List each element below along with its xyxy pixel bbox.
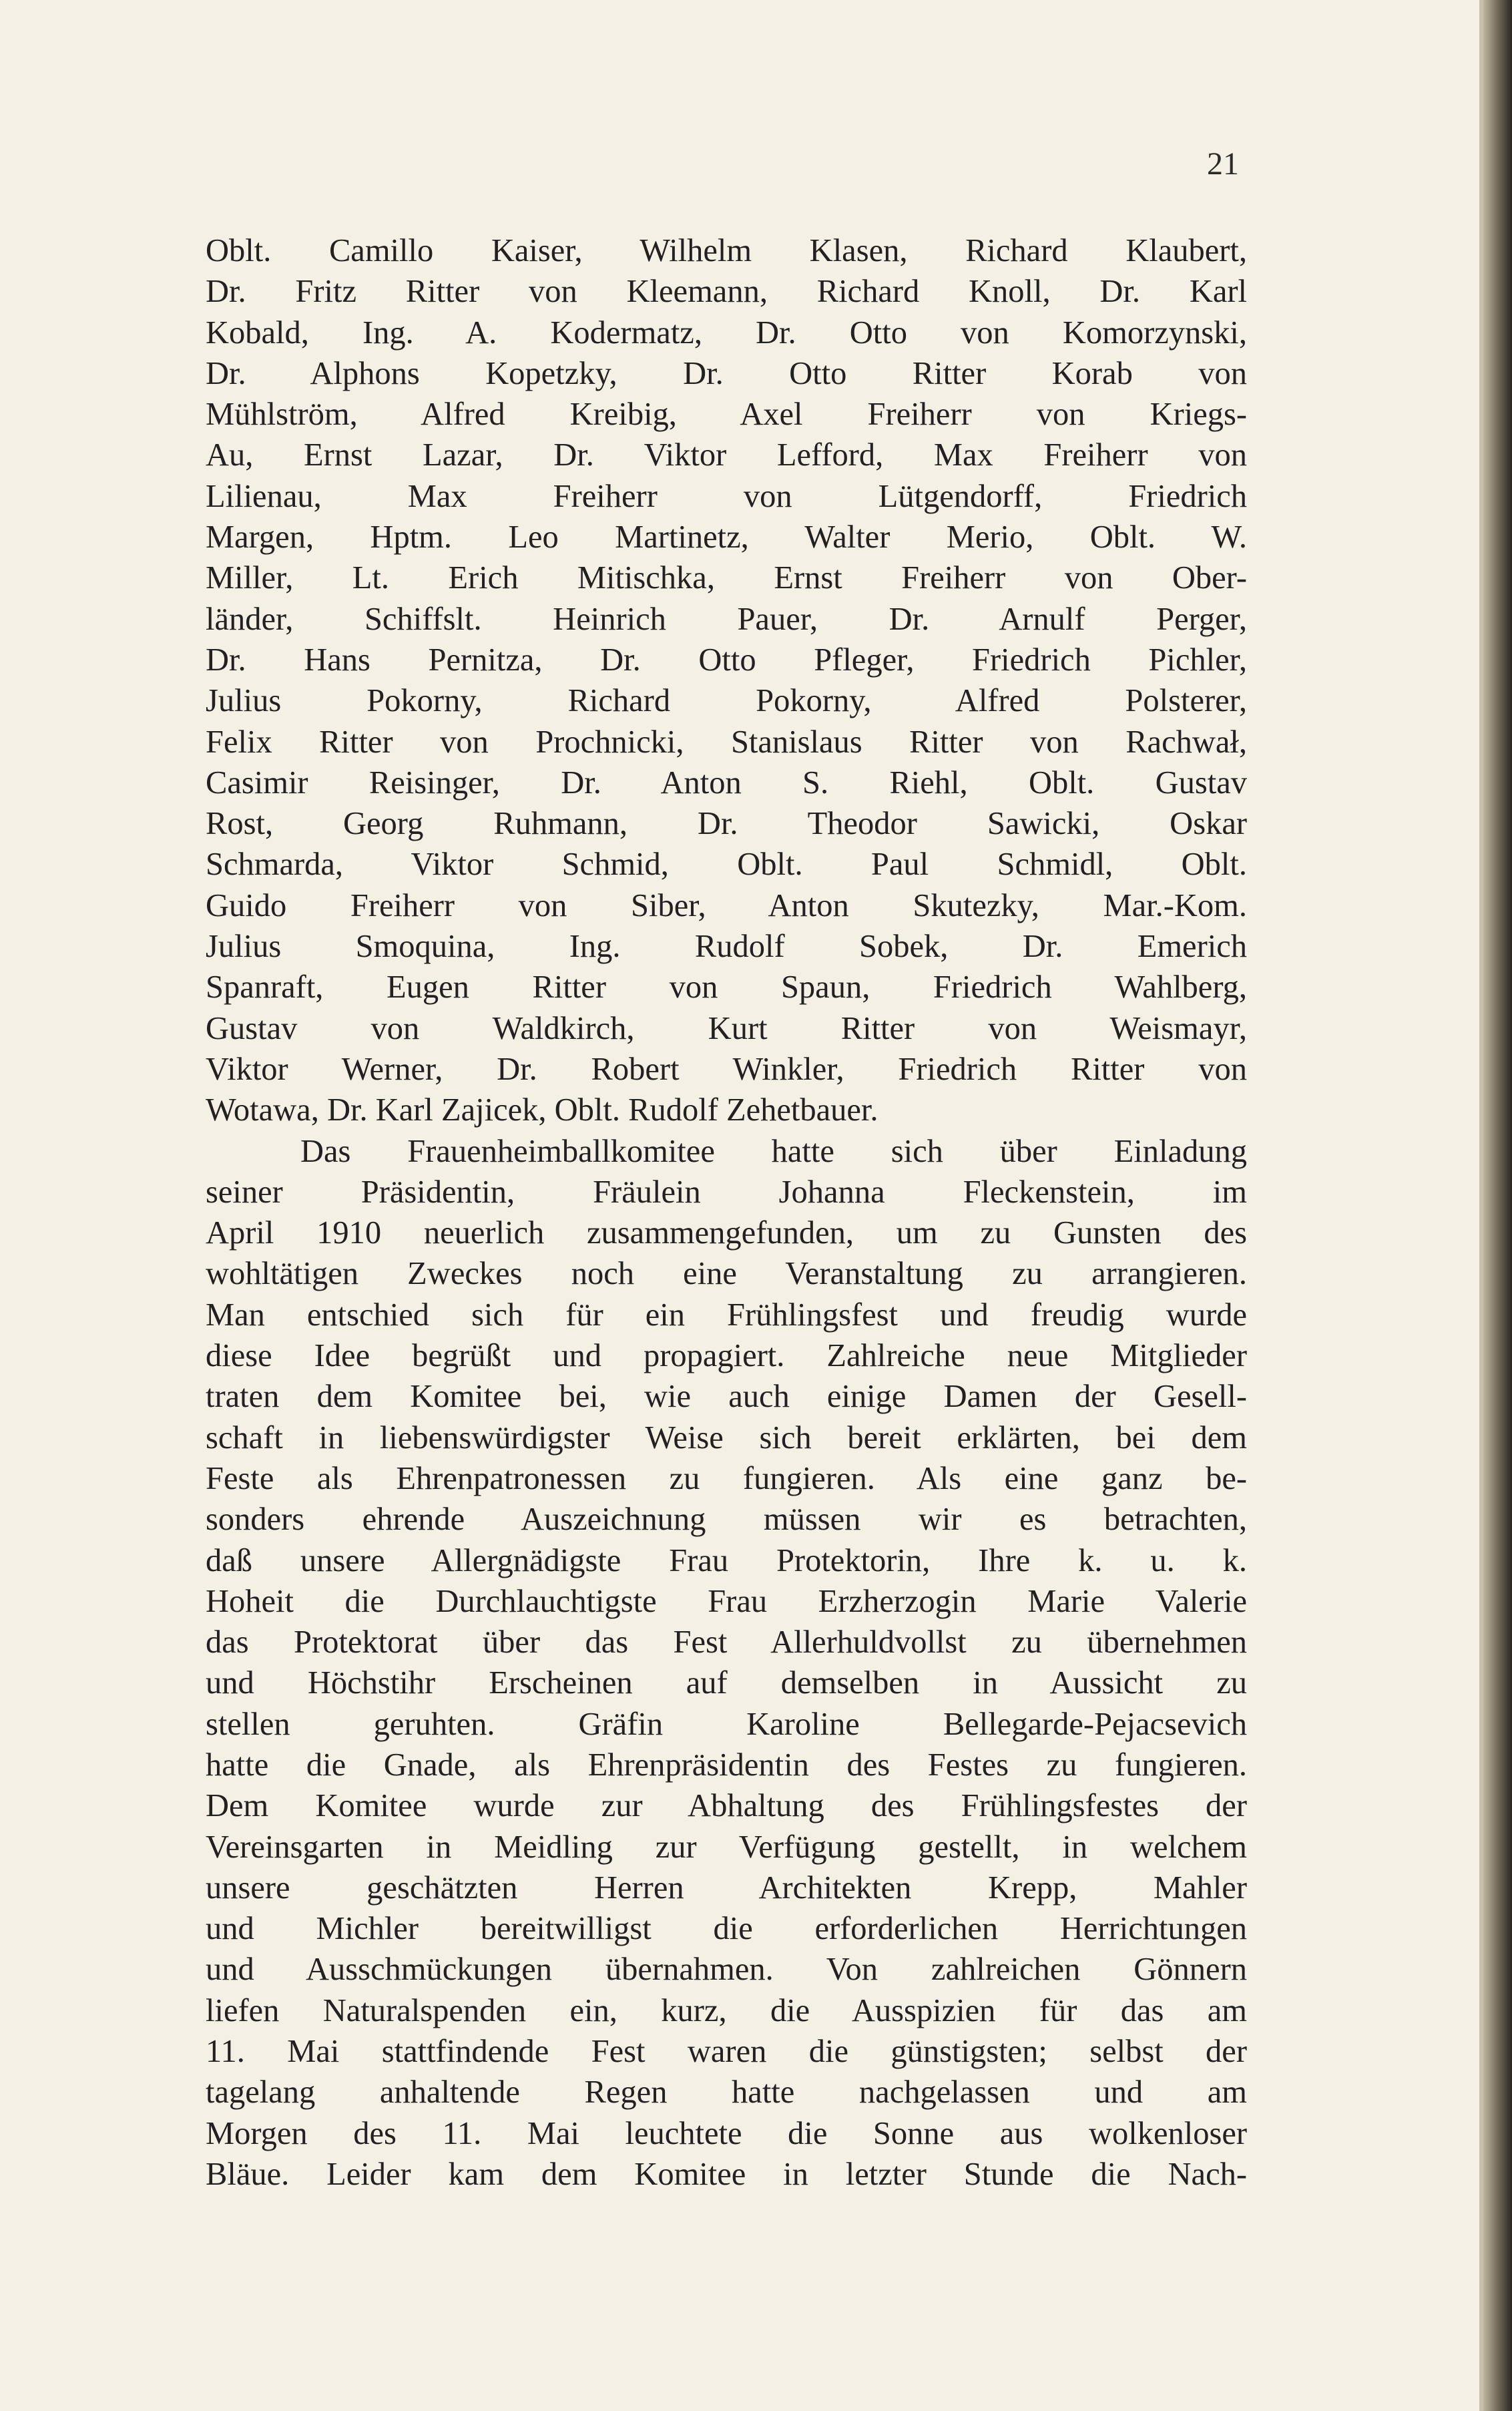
text-line: und Höchstihr Erscheinen auf demselben in Aussicht zu	[206, 1665, 1247, 1701]
text-line: Miller, Lt. Erich Mitischka, Ernst Freiherr von Ober-	[206, 560, 1247, 596]
text-line: Vereinsgarten in Meidling zur Verfügung gestellt, in welchem	[206, 1829, 1247, 1865]
text-line: April 1910 neuerlich zusammengefunden, um zu Gunsten des	[206, 1215, 1247, 1251]
text-line: schaft in liebenswürdigster Weise sich bereit erklärten, bei dem	[206, 1419, 1247, 1456]
text-line: und Ausschmückungen übernahmen. Von zahlreichen Gönnern	[206, 1952, 1247, 1988]
text-line: Julius Smoquina, Ing. Rudolf Sobek, Dr. Emerich	[206, 929, 1247, 965]
text-line: Hoheit die Durchlauchtigste Frau Erzherzogin Marie Valerie	[206, 1583, 1247, 1619]
text-line: Felix Ritter von Prochnicki, Stanislaus Ritter von Rachwał,	[206, 724, 1247, 760]
text-line: Guido Freiherr von Siber, Anton Skutezky, Mar.-Kom.	[206, 887, 1247, 923]
text-line: Kobald, Ing. A. Kodermatz, Dr. Otto von Komorzynski,	[206, 314, 1247, 351]
text-line: Man entschied sich für ein Frühlingsfest und freudig wurde	[206, 1297, 1247, 1333]
text-line: Dem Komitee wurde zur Abhaltung des Frühlingsfestes der	[206, 1788, 1247, 1824]
text-line: Bläue. Leider kam dem Komitee in letzter Stunde die Nach-	[206, 2156, 1247, 2192]
text-line: liefen Naturalspenden ein, kurz, die Ausspizien für das am	[206, 1992, 1247, 2028]
text-line: Lilienau, Max Freiherr von Lütgendorff, Friedrich	[206, 478, 1247, 514]
text-line: 11. Mai stattfindende Fest waren die günstigsten; selbst der	[206, 2034, 1247, 2070]
text-line: Au, Ernst Lazar, Dr. Viktor Lefford, Max Freiherr von	[206, 437, 1247, 473]
text-line: Casimir Reisinger, Dr. Anton S. Riehl, Oblt. Gustav	[206, 764, 1247, 801]
text-line: Rost, Georg Ruhmann, Dr. Theodor Sawicki, Oskar	[206, 806, 1247, 842]
text-line: stellen geruhten. Gräfin Karoline Bellegarde-Pejacsevich	[206, 1706, 1247, 1742]
text-line: das Protektorat über das Fest Allerhuldvollst zu übernehmen	[206, 1624, 1247, 1661]
page-number: 21	[1207, 146, 1239, 182]
text-line: Oblt. Camillo Kaiser, Wilhelm Klasen, Richard Klaubert,	[206, 233, 1247, 268]
text-line: Dr. Alphons Kopetzky, Dr. Otto Ritter Korab von	[206, 355, 1247, 391]
text-line: Mühlström, Alfred Kreibig, Axel Freiherr von Kriegs-	[206, 397, 1247, 433]
body-text	[206, 230, 1247, 2195]
text-line: diese Idee begrüßt und propagiert. Zahlreiche neue Mitglieder	[206, 1338, 1247, 1374]
text-line: Julius Pokorny, Richard Pokorny, Alfred Polsterer,	[206, 683, 1247, 719]
text-line: Feste als Ehrenpatronessen zu fungieren. Als eine ganz be-	[206, 1460, 1247, 1496]
paragraph-first-line: Das Frauenheimballkomitee hatte sich über Einladung	[300, 1133, 1247, 1169]
text-line: Viktor Werner, Dr. Robert Winkler, Friedrich Ritter von	[206, 1051, 1247, 1087]
text-line: Spanraft, Eugen Ritter von Spaun, Friedrich Wahlberg,	[206, 969, 1247, 1006]
text-line: Dr. Fritz Ritter von Kleemann, Richard Knoll, Dr. Karl	[206, 274, 1247, 310]
text-line: Dr. Hans Pernitza, Dr. Otto Pfleger, Friedrich Pichler,	[206, 642, 1247, 678]
text-line: hatte die Gnade, als Ehrenpräsidentin des Festes zu fungieren.	[206, 1747, 1247, 1783]
book-spine-edge	[1483, 0, 1512, 2411]
text-line: und Michler bereitwilligst die erforderlichen Herrichtungen	[206, 1911, 1247, 1947]
text-line: Schmarda, Viktor Schmid, Oblt. Paul Schmidl, Oblt.	[206, 847, 1247, 883]
text-line: unsere geschätzten Herren Architekten Krepp, Mahler	[206, 1870, 1247, 1906]
text-line: länder, Schiffslt. Heinrich Pauer, Dr. Arnulf Perger,	[206, 601, 1247, 637]
text-line: sonders ehrende Auszeichnung müssen wir es betrachten,	[206, 1502, 1247, 1538]
text-line: Margen, Hptm. Leo Martinetz, Walter Merio, Oblt. W.	[206, 519, 1247, 556]
text-line: Wotawa, Dr. Karl Zajicek, Oblt. Rudolf Zehetbauer.	[206, 1092, 878, 1128]
text-line: traten dem Komitee bei, wie auch einige Damen der Gesell-	[206, 1379, 1247, 1415]
text-line: daß unsere Allergnädigste Frau Protektorin, Ihre k. u. k.	[206, 1542, 1247, 1578]
text-line: seiner Präsidentin, Fräulein Johanna Fleckenstein, im	[206, 1174, 1247, 1210]
text-line: wohltätigen Zweckes noch eine Veranstaltung zu arrangieren.	[206, 1256, 1247, 1292]
text-line: tagelang anhaltende Regen hatte nachgelassen und am	[206, 2074, 1247, 2111]
text-line: Morgen des 11. Mai leuchtete die Sonne aus wolkenloser	[206, 2115, 1247, 2151]
text-line: Gustav von Waldkirch, Kurt Ritter von Weismayr,	[206, 1010, 1247, 1046]
